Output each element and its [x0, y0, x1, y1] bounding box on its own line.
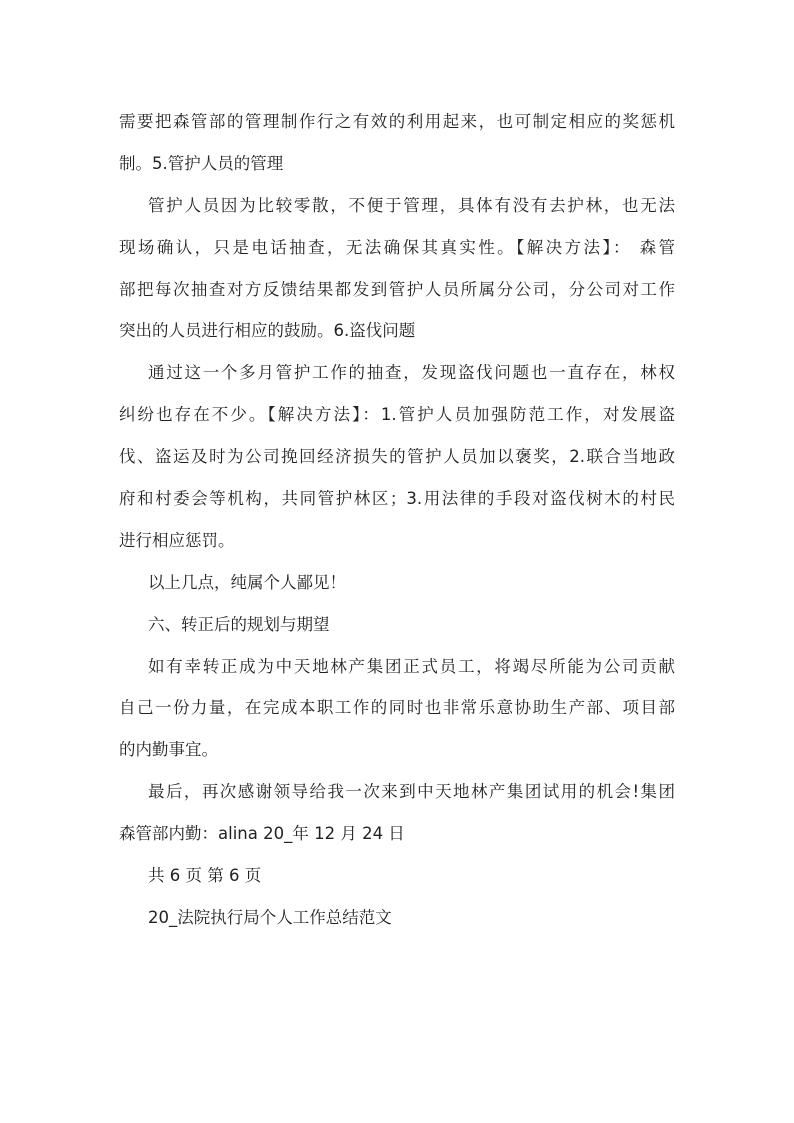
- text-line: 伐、盗运及时为公司挽回经济损失的管护人员加以褒奖，2.联合当地政: [119, 447, 675, 467]
- paragraph-first-line: 管护人员因为比较零散，不便于管理，具体有没有去护林，也无法: [148, 195, 675, 215]
- paragraph-first-line: 通过这一个多月管护工作的抽查，发现盗伐问题也一直存在，林权: [148, 363, 675, 383]
- text-line: 进行相应惩罚。: [119, 530, 235, 550]
- text-line: 自己一份力量，在完成本职工作的同时也非常乐意协助生产部、项目部: [119, 698, 675, 718]
- text-line: 现场确认，只是电话抽查，无法确保其真实性。【解决方法】： 森管: [119, 237, 675, 257]
- paragraph-first-line: 以上几点，纯属个人鄙见！: [148, 572, 346, 592]
- text-line: 部把每次抽查对方反馈结果都发到管护人员所属分公司，分公司对工作: [119, 279, 675, 299]
- paragraph-first-line: 如有幸转正成为中天地林产集团正式员工，将竭尽所能为公司贡献: [148, 656, 675, 676]
- signature-line: 森管部内勤：alina 20_年 12 月 24 日: [119, 824, 405, 844]
- next-document-title: 20_法院执行局个人工作总结范文: [148, 907, 392, 927]
- paragraph-first-line: 最后，再次感谢领导给我一次来到中天地林产集团试用的机会!集团: [148, 782, 675, 802]
- section-heading: 六、转正后的规划与期望: [148, 614, 330, 634]
- text-line: 制。5.管护人员的管理: [119, 153, 284, 173]
- page-number: 共 6 页 第 6 页: [148, 866, 262, 886]
- text-line: 的内勤事宜。: [119, 740, 218, 760]
- text-line: 突出的人员进行相应的鼓励。6.盗伐问题: [119, 321, 416, 341]
- document-body: [119, 101, 675, 939]
- text-line: 纠纷也存在不少。【解决方法】：1.管护人员加强防范工作，对发展盗: [119, 405, 675, 425]
- text-line: 需要把森管部的管理制作行之有效的利用起来，也可制定相应的奖惩机: [119, 112, 675, 131]
- text-line: 府和村委会等机构，共同管护林区；3.用法律的手段对盗伐树木的村民: [119, 489, 675, 509]
